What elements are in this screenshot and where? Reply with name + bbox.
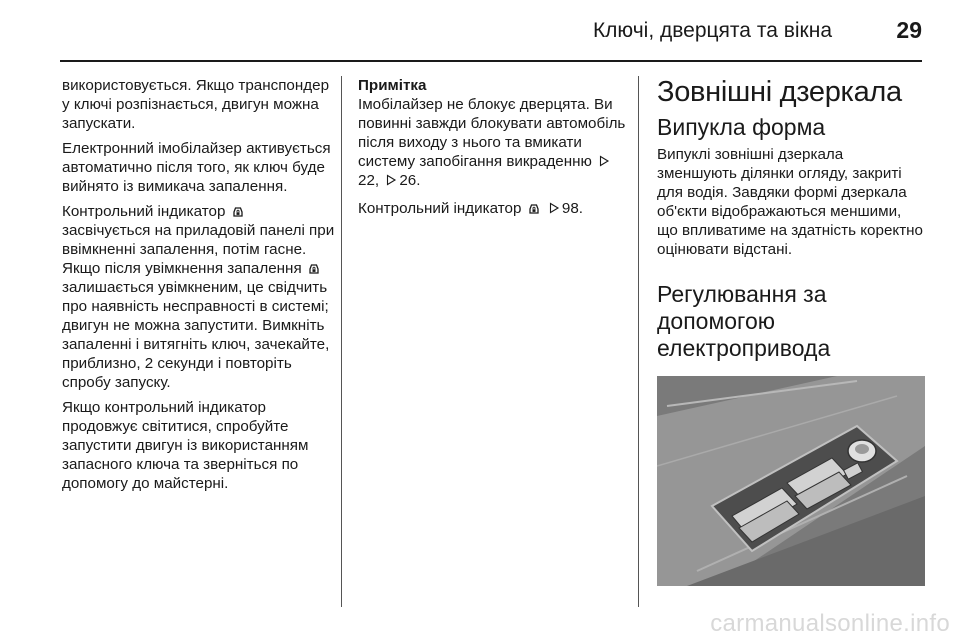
page-reference-link[interactable]: 22, — [358, 172, 380, 189]
paragraph-convex-mirrors: Випуклі зовнішні дзеркала зменшують ділянки огляду, закриті для водія. Завдяки формі дзеркала об'єкти відображаються меншими, що впливатиме на здатність коректно оцінювати відстані. — [657, 146, 924, 258]
header-divider — [60, 60, 922, 62]
paragraph-transponder: використовується. Якщо транспондер у ключі розпізнається, двигун можна запускати. — [62, 77, 330, 132]
chapter-title: Ключі, дверцята та вікна — [592, 19, 832, 42]
immobiliser-indicator-icon — [232, 205, 244, 217]
section-heading-mirrors: Зовнішні дзеркала — [657, 76, 902, 108]
note-block — [358, 76, 630, 190]
column-divider-right — [638, 76, 639, 607]
immobiliser-indicator-icon — [308, 262, 320, 274]
paragraph-indicator — [62, 202, 337, 392]
paragraph-immobiliser-activation: Електронний імобілайзер активується автоматично після того, як ключ буде вийнято із вимикача запалення. — [62, 140, 331, 195]
page-reference-link[interactable]: 98. — [561, 200, 584, 217]
immobiliser-indicator-icon — [528, 202, 540, 214]
subheading-convex-shape: Випукла форма — [657, 114, 826, 140]
page-reference-arrow-icon[interactable] — [548, 202, 560, 214]
page-reference-arrow-icon[interactable] — [598, 155, 610, 167]
page-number: 29 — [896, 17, 922, 43]
indicator-text-middle: засвічується на приладовій панелі при ввімкненні запалення, потім гасне. Якщо після увімкнення запалення — [62, 222, 335, 277]
note-title: Примітка — [358, 77, 427, 94]
indicator-ref-text: Контрольний індикатор — [358, 200, 522, 217]
note-text: Імобілайзер не блокує дверцята. Ви повинні завжди блокувати автомобіль після виходу з нього та вмикати систему запобігання викраденню — [358, 96, 626, 170]
door-switch-panel-photo — [657, 376, 925, 586]
indicator-text-start: Контрольний індикатор — [62, 203, 226, 220]
subheading-electric-adjustment: Регулювання за допомогою електропривода — [657, 281, 831, 361]
column-right — [657, 76, 925, 586]
column-middle — [358, 76, 630, 224]
column-left — [62, 76, 337, 499]
watermark: carmanualsonline.info — [710, 610, 950, 637]
page-reference-arrow-icon[interactable] — [385, 174, 397, 186]
page-reference-link[interactable]: 26. — [399, 172, 421, 189]
column-divider-left — [341, 76, 342, 607]
paragraph-spare-key: Якщо контрольний індикатор продовжує світитися, спробуйте запустити двигун із використанням запасного ключа та зверніться по допомогу до майстерні. — [62, 399, 309, 492]
paragraph-indicator-ref — [358, 199, 630, 218]
indicator-text-end: залишається увімкненим, це свідчить про наявність несправності в системі; двигун не можна запустити. Вимкніть запаленні і витягніть ключ, зачекайте, приблизно, 2 секунди і повторіть спробу запуску. — [62, 279, 330, 391]
